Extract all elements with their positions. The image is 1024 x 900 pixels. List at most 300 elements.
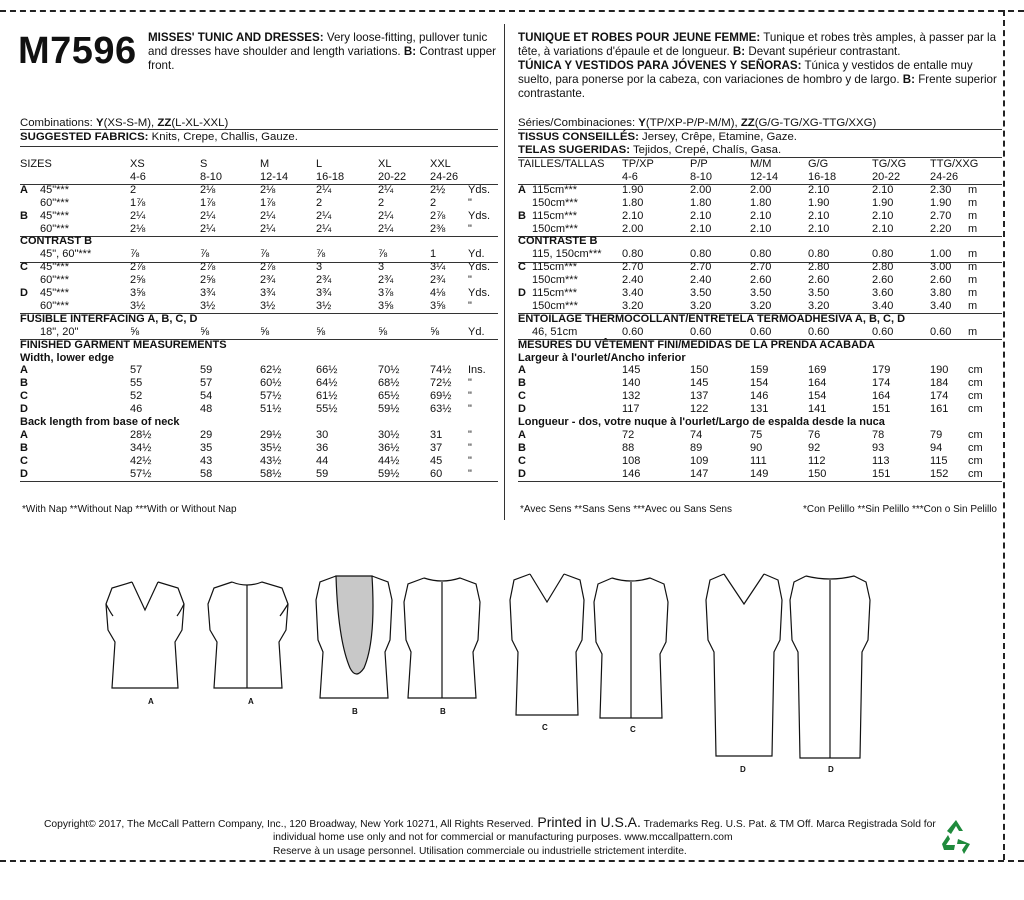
table-row — [518, 210, 1002, 223]
view-letter: C — [518, 261, 526, 274]
pattern-number: M7596 — [18, 30, 137, 72]
fr-fabrics — [518, 131, 797, 144]
table-cell: 115 — [930, 454, 948, 467]
table-cell: 2⅞ — [430, 209, 446, 222]
table-cell: 74 — [690, 428, 703, 441]
fr-b-label: B: — [732, 45, 746, 58]
table-cell: 64½ — [316, 377, 338, 390]
table-cell: 3.40 — [930, 299, 952, 312]
table-cell: 2.80 — [872, 261, 894, 274]
size-name: XXL — [430, 158, 451, 170]
table-cell: 2¾ — [316, 274, 332, 287]
table-cell: 3.40 — [622, 287, 644, 299]
sketch-label: B — [440, 707, 446, 716]
table-cell: ⅝ — [430, 325, 440, 338]
subsection-header — [518, 339, 1002, 352]
size-name: S — [200, 158, 208, 170]
unit: " — [468, 467, 472, 480]
table-cell: 58 — [200, 467, 213, 480]
table-cell: 108 — [622, 454, 641, 467]
table-cell: 92 — [808, 441, 821, 454]
unit: m — [968, 299, 978, 312]
fabric-width: 150cm*** — [532, 274, 578, 287]
unit: m — [968, 274, 978, 287]
table-row — [20, 429, 500, 442]
table-cell: 2.00 — [622, 222, 644, 235]
table-cell: 75 — [750, 428, 763, 441]
table-cell: 55½ — [316, 403, 338, 416]
table-cell: 154 — [750, 377, 769, 390]
table-row — [518, 429, 1002, 442]
table-cell: 140 — [622, 377, 641, 390]
es-b-label: B: — [902, 73, 915, 86]
table-cell: 60 — [430, 467, 443, 480]
table-cell: 2⅜ — [430, 222, 446, 235]
sizes-label: SIZES — [20, 158, 52, 170]
table-cell: 109 — [690, 454, 709, 467]
table-cell: 66½ — [316, 364, 338, 377]
table-cell: 1.90 — [872, 196, 894, 209]
table-cell: 152 — [930, 467, 949, 480]
table-row — [518, 274, 1002, 287]
sketch-label: D — [828, 765, 834, 774]
subsection-header — [20, 352, 500, 365]
sizes-header — [518, 158, 1002, 171]
table-cell: 2⅛ — [130, 222, 146, 235]
table-cell: 2.80 — [808, 261, 830, 274]
size-name: XL — [378, 158, 392, 170]
fr-body: Tunique et robes très amples, à passer par la tête, à variations d'épaule et de longueur. — [518, 31, 997, 58]
table-cell: 1⅞ — [130, 196, 146, 209]
table-cell: 37 — [430, 441, 443, 454]
size-name: M/M — [750, 158, 772, 170]
sizes-header — [20, 158, 500, 171]
table-cell: 3½ — [316, 299, 332, 312]
sketch-tunic-b-front — [316, 576, 392, 698]
size-range: 4-6 — [130, 170, 146, 183]
table-cell: 2.10 — [872, 183, 894, 196]
table-cell: 2¼ — [378, 222, 394, 235]
size-name: P/P — [690, 158, 708, 170]
fabric-width: 45"*** — [40, 183, 69, 196]
table-cell: 2.60 — [930, 274, 952, 287]
table-cell: 1⅞ — [200, 196, 216, 209]
fr-combo-zz-sizes: (G/G-TG/XG-TTG/XXG) — [754, 117, 877, 129]
recycle-icon — [936, 818, 976, 856]
table-cell: 1.90 — [930, 196, 952, 209]
table-cell: 2.10 — [808, 222, 830, 235]
view-letter: A — [518, 183, 526, 196]
sketch-label: C — [542, 723, 548, 732]
table-cell: 1.00 — [930, 248, 952, 261]
table-cell: 57½ — [260, 390, 282, 403]
sizes-range-row — [20, 171, 500, 184]
english-description — [148, 31, 500, 73]
table-cell: ⅝ — [200, 325, 210, 338]
table-cell: 151 — [872, 403, 891, 416]
table-cell: 30½ — [378, 428, 400, 441]
fr-b-text: Devant supérieur contrastant. — [745, 45, 901, 58]
fabric-width: 60"*** — [40, 274, 69, 287]
fr-combo-y-sizes: (TP/XP-P/P-M/M), — [645, 117, 741, 129]
fabric-width: 45"*** — [40, 261, 69, 274]
table-cell: 131 — [750, 403, 769, 416]
subsection-header-label: CONTRAST B — [20, 235, 93, 248]
table-row — [20, 390, 500, 403]
table-cell: 112 — [808, 454, 826, 467]
sketch-label: B — [352, 707, 358, 716]
view-letter: C — [20, 261, 28, 274]
view-letter: C — [518, 390, 526, 403]
table-cell: 161 — [930, 403, 949, 416]
table-cell: 74½ — [430, 364, 452, 377]
garment-sketches — [0, 560, 1024, 800]
table-cell: 141 — [808, 403, 827, 416]
table-cell: 36 — [316, 441, 329, 454]
table-cell: 2¼ — [260, 222, 276, 235]
description-b-text: Contrast upper front. — [148, 45, 497, 72]
fabric-width: 150cm*** — [532, 222, 578, 235]
es-body: Túnica y vestidos de entalle muy suelto, para ponerse por la cabeza, con variaciones de hombro y de largo. — [518, 59, 973, 86]
table-cell: 94 — [930, 441, 943, 454]
table-cell: 2.10 — [750, 222, 772, 235]
table-cell: 146 — [750, 390, 769, 403]
unit: m — [968, 222, 978, 235]
table-row — [20, 300, 500, 313]
table-row — [518, 390, 1002, 403]
sketch-label: C — [630, 725, 636, 734]
table-cell: 4⅛ — [430, 287, 446, 299]
rule — [518, 129, 1002, 130]
table-cell: 117 — [622, 403, 640, 416]
table-cell: 35 — [200, 441, 213, 454]
table-cell: 174 — [872, 377, 891, 390]
table-row — [518, 223, 1002, 236]
column-divider — [504, 24, 505, 520]
view-letter: C — [20, 390, 28, 403]
metric-yardage-table — [518, 158, 1002, 481]
fabric-width: 150cm*** — [532, 196, 578, 209]
table-cell: 122 — [690, 403, 709, 416]
table-cell: 54 — [200, 390, 213, 403]
table-cell: 2.40 — [622, 274, 644, 287]
sketch-dress-c-back — [594, 578, 668, 718]
subsection-header-label: Largeur à l'ourlet/Ancho inferior — [518, 351, 686, 364]
table-cell: 58½ — [260, 467, 282, 480]
size-range: 16-18 — [316, 170, 345, 183]
table-cell: 0.60 — [690, 325, 712, 338]
unit: m — [968, 261, 978, 274]
size-range: 20-22 — [378, 170, 407, 183]
size-range: 20-22 — [872, 170, 901, 183]
table-cell: 2 — [378, 196, 385, 209]
table-cell: 61½ — [316, 390, 338, 403]
subsection-header-label: Longueur - dos, votre nuque à l'ourlet/Largo de espalda desde la nuca — [518, 416, 885, 428]
es-b-text: Frente superior contrastante. — [518, 73, 997, 100]
fabric-width: 60"*** — [40, 196, 69, 209]
table-cell: 3.50 — [750, 287, 772, 299]
rule — [20, 146, 498, 147]
table-cell: 2¼ — [316, 183, 332, 196]
table-cell: 1⅞ — [260, 196, 276, 209]
table-cell: 0.60 — [622, 325, 644, 338]
table-cell: 88 — [622, 441, 635, 454]
table-cell: 3 — [316, 261, 323, 274]
table-row — [518, 326, 1002, 339]
table-cell: 2¼ — [260, 209, 276, 222]
view-letter: A — [518, 428, 526, 441]
unit: cm — [968, 403, 983, 416]
unit: cm — [968, 377, 983, 390]
table-row — [20, 184, 500, 197]
size-range: 12-14 — [260, 170, 289, 183]
table-cell: ⅝ — [378, 325, 388, 338]
table-cell: 2¾ — [260, 274, 276, 287]
table-rule — [518, 481, 1002, 482]
view-letter: B — [20, 209, 28, 222]
unit: cm — [968, 467, 983, 480]
table-cell: 2.10 — [808, 183, 830, 196]
unit: m — [968, 248, 978, 261]
table-cell: 2⅝ — [200, 274, 216, 287]
table-cell: 174 — [930, 390, 949, 403]
sketch-dress-d-front — [706, 574, 782, 756]
table-cell: 0.60 — [750, 325, 772, 338]
view-letter: C — [518, 454, 526, 467]
table-cell: 164 — [808, 377, 827, 390]
table-cell: 52 — [130, 390, 143, 403]
table-row — [20, 442, 500, 455]
combinations-label: Combinations: — [20, 117, 96, 129]
table-cell: 2.10 — [622, 209, 644, 222]
subsection-header — [518, 352, 1002, 365]
table-cell: 68½ — [378, 377, 400, 390]
table-cell: 150 — [690, 364, 709, 377]
table-cell: 0.80 — [872, 248, 894, 261]
table-cell: 59 — [316, 467, 329, 480]
subsection-header-label: ENTOILAGE THERMOCOLLANT/ENTRETELA TERMOADHESIVA A, B, C, D — [518, 312, 906, 325]
trademark: Trademarks Reg. U.S. Pat. & TM Off. Marca Registrada Sold for — [640, 819, 936, 830]
size-range: 12-14 — [750, 170, 779, 183]
table-row — [20, 274, 500, 287]
table-cell: 2 — [130, 183, 137, 196]
table-cell: 29 — [200, 428, 213, 441]
copyright: Copyright© 2017, The McCall Pattern Company, Inc., 120 Broadway, New York 10271, All Rights Reserved. — [44, 819, 534, 830]
sketch-tunic-a-back — [208, 582, 288, 688]
table-row — [518, 261, 1002, 274]
table-cell: 1.90 — [808, 196, 830, 209]
table-cell: 3½ — [200, 299, 216, 312]
english-yardage-table — [20, 158, 500, 481]
table-cell: 0.80 — [808, 248, 830, 261]
size-name: TP/XP — [622, 158, 654, 170]
table-cell: 57 — [200, 377, 213, 390]
subsection-header-label: FUSIBLE INTERFACING A, B, C, D — [20, 312, 198, 325]
table-cell: 0.60 — [872, 325, 894, 338]
table-cell: 3.80 — [930, 287, 952, 299]
table-cell: 0.60 — [808, 325, 830, 338]
table-row — [518, 300, 1002, 313]
table-cell: ⅞ — [260, 248, 270, 261]
fr-combinations-label: Séries/Combinaciones: — [518, 117, 639, 129]
table-cell: 151 — [872, 467, 891, 480]
combo-y: Y — [95, 117, 104, 129]
table-cell: ⅝ — [130, 325, 140, 338]
fabric-width: 45"*** — [40, 287, 69, 299]
unit: " — [468, 222, 472, 235]
view-letter: C — [20, 454, 28, 467]
table-row — [518, 442, 1002, 455]
fr-fabrics-label: TISSUS CONSEILLÉS: — [518, 131, 639, 143]
table-cell: 3¼ — [430, 261, 446, 274]
table-cell: 1.90 — [622, 183, 644, 196]
table-cell: 113 — [872, 454, 890, 467]
unit: " — [468, 454, 472, 467]
table-row — [20, 403, 500, 416]
table-cell: 2½ — [430, 183, 446, 196]
cut-line-bottom — [0, 860, 1024, 862]
table-cell: 43½ — [260, 454, 282, 467]
usage-line: individual home use only and not for commercial or manufacturing purposes. www.mccallpattern.com — [273, 832, 733, 843]
table-cell: 184 — [930, 377, 949, 390]
table-cell: 3.50 — [690, 287, 712, 299]
table-cell: 2⅝ — [130, 274, 146, 287]
table-cell: 28½ — [130, 428, 152, 441]
table-cell: 3¾ — [200, 287, 216, 299]
es-fabrics-label: TELAS SUGERIDAS: — [518, 144, 631, 156]
fr-title: TUNIQUE ET ROBES POUR JEUNE FEMME: — [518, 31, 761, 44]
suggested-fabrics — [20, 131, 298, 144]
size-name: L — [316, 158, 323, 170]
table-cell: 55 — [130, 377, 143, 390]
table-cell: 2.20 — [930, 222, 952, 235]
table-row — [20, 455, 500, 468]
unit: " — [468, 403, 472, 416]
size-range: 8-10 — [200, 170, 223, 183]
table-row — [20, 223, 500, 236]
table-cell: 2¼ — [316, 222, 332, 235]
table-cell: 154 — [808, 390, 827, 403]
table-cell: 29½ — [260, 428, 282, 441]
fabric-width: 115, 150cm*** — [532, 248, 602, 261]
table-cell: 48 — [200, 403, 213, 416]
fabric-width: 45", 60"*** — [40, 248, 92, 261]
table-cell: 2¼ — [378, 183, 394, 196]
table-cell: ⅝ — [316, 325, 326, 338]
table-cell: 36½ — [378, 441, 400, 454]
view-letter: A — [20, 428, 28, 441]
table-cell: 2 — [316, 196, 323, 209]
table-cell: 3.00 — [930, 261, 952, 274]
table-cell: 2¼ — [316, 209, 332, 222]
table-cell: ⅞ — [130, 248, 140, 261]
fabric-width: 60"*** — [40, 222, 69, 235]
table-row — [20, 210, 500, 223]
subsection-header — [20, 339, 500, 352]
view-letter: D — [518, 287, 526, 299]
rule — [20, 129, 498, 130]
unit: Yds. — [468, 287, 491, 299]
fr-fabrics-value: Jersey, Crêpe, Etamine, Gaze. — [638, 131, 797, 143]
sizes-label: TAILLES/TALLAS — [518, 158, 605, 170]
table-cell: 2.10 — [808, 209, 830, 222]
subsection-header — [20, 313, 500, 326]
sketch-label: A — [248, 697, 254, 706]
nap-note-es: *Con Pelillo **Sin Pelillo ***Con o Sin Pelillo — [803, 504, 997, 515]
table-cell: 164 — [872, 390, 891, 403]
unit: " — [468, 377, 472, 390]
fabric-width: 60"*** — [40, 299, 69, 312]
table-cell: 63½ — [430, 403, 452, 416]
table-row — [20, 197, 500, 210]
table-row — [20, 377, 500, 390]
subsection-header-label: CONTRASTE B — [518, 235, 598, 248]
table-cell: 62½ — [260, 364, 282, 377]
fabric-width: 46, 51cm — [532, 325, 578, 338]
sketch-tunic-a-front — [106, 582, 184, 688]
unit: cm — [968, 454, 983, 467]
table-cell: 2¾ — [430, 274, 446, 287]
table-cell: ⅝ — [260, 325, 270, 338]
unit: m — [968, 325, 978, 338]
table-cell: 72½ — [430, 377, 452, 390]
table-cell: 146 — [622, 467, 641, 480]
table-cell: 69½ — [430, 390, 452, 403]
table-cell: 1.80 — [690, 196, 712, 209]
unit: " — [468, 299, 472, 312]
table-cell: 149 — [750, 467, 769, 480]
table-cell: 2.70 — [622, 261, 644, 274]
table-cell: ⅞ — [200, 248, 210, 261]
fabrics-label: SUGGESTED FABRICS: — [20, 131, 149, 143]
sketch-dress-d-back — [790, 576, 870, 758]
subsection-header-label: Back length from base of neck — [20, 416, 180, 428]
unit: " — [468, 390, 472, 403]
table-cell: 150 — [808, 467, 827, 480]
view-letter: B — [518, 441, 526, 454]
table-cell: 3⅝ — [130, 287, 146, 299]
unit: cm — [968, 364, 983, 377]
unit: Yd. — [468, 325, 485, 338]
table-cell: 31 — [430, 428, 443, 441]
table-cell: 137 — [690, 390, 709, 403]
table-cell: 44 — [316, 454, 329, 467]
table-cell: 3.20 — [808, 299, 830, 312]
table-cell: 1 — [430, 248, 437, 261]
es-fabrics — [518, 144, 781, 157]
view-letter: A — [20, 183, 28, 196]
table-cell: 3½ — [130, 299, 146, 312]
combo-y-sizes: (XS-S-M), — [103, 117, 158, 129]
table-cell: 2¾ — [378, 274, 394, 287]
table-cell: 76 — [808, 428, 821, 441]
table-cell: 30 — [316, 428, 329, 441]
size-range: 24-26 — [430, 170, 459, 183]
table-cell: 2.70 — [690, 261, 712, 274]
table-cell: 2.10 — [690, 209, 712, 222]
table-cell: 3½ — [260, 299, 276, 312]
table-cell: 51½ — [260, 403, 282, 416]
view-letter: A — [20, 364, 28, 377]
table-cell: 2.30 — [930, 183, 952, 196]
table-cell: ⅞ — [316, 248, 326, 261]
fr-combo-zz: ZZ — [740, 117, 755, 129]
table-cell: 169 — [808, 364, 827, 377]
table-cell: 3.20 — [690, 299, 712, 312]
table-row — [20, 468, 500, 481]
size-name: G/G — [808, 158, 829, 170]
table-cell: 0.80 — [622, 248, 644, 261]
